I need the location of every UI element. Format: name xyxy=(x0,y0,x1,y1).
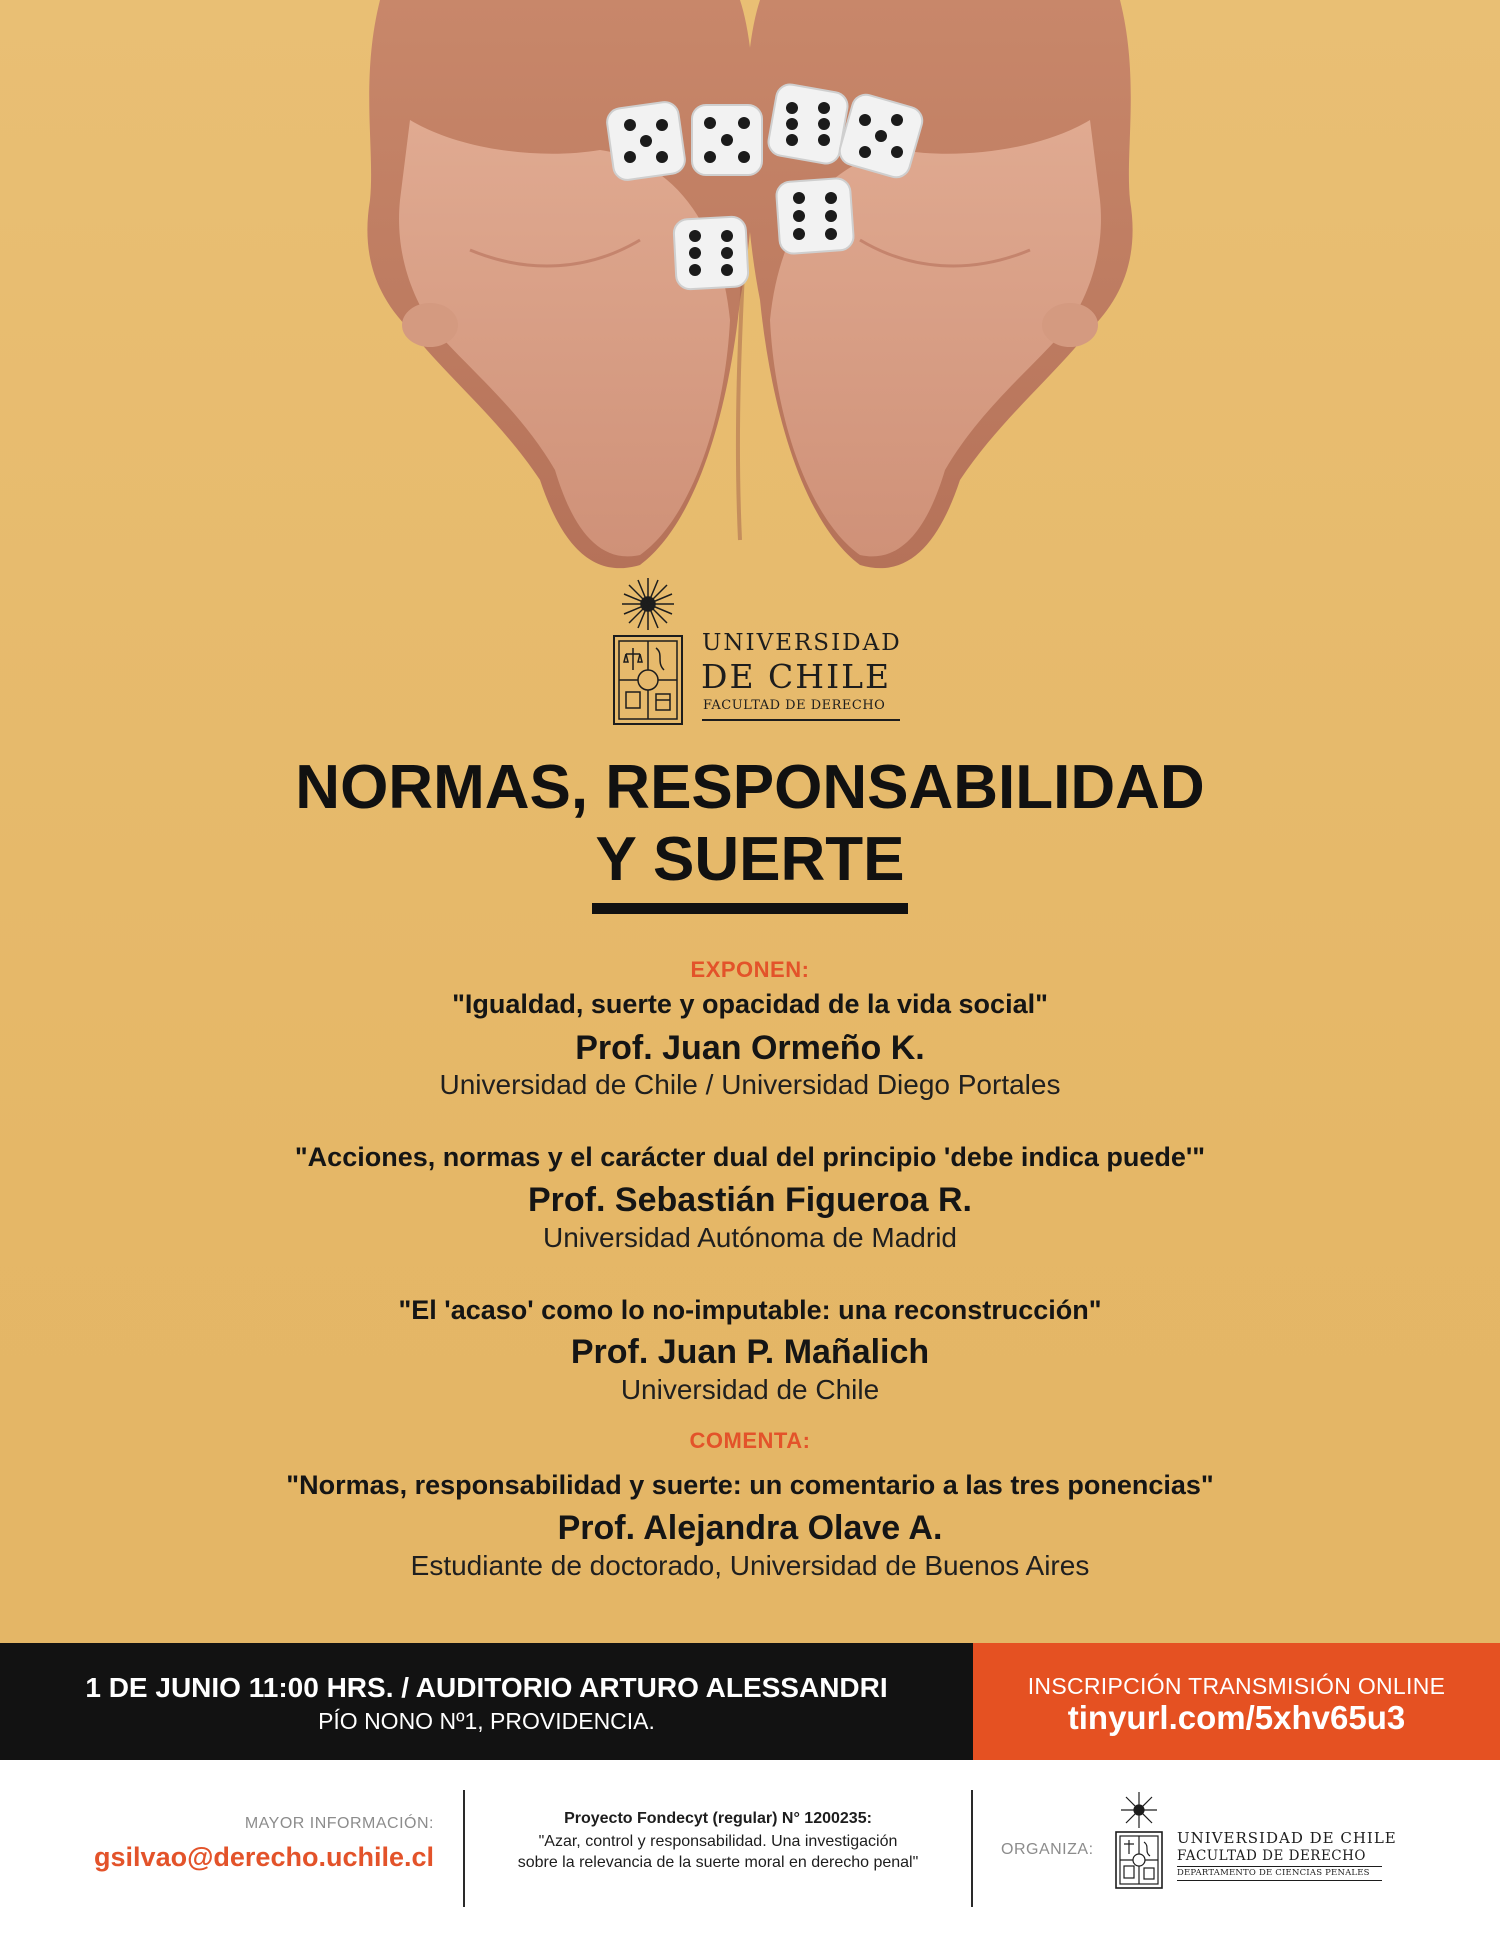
project-description-2: sobre la relevancia de la suerte moral en derecho penal" xyxy=(517,1854,919,1871)
talk-1-title: "Igualdad, suerte y opacidad de la vida social" xyxy=(452,989,1048,1019)
hands-with-dice-image xyxy=(340,0,1160,575)
footer-logo-line-2: FACULTAD DE DERECHO xyxy=(1177,1848,1366,1864)
project-title: Proyecto Fondecyt (regular) N° 1200235: xyxy=(564,1810,872,1827)
comment-affiliation: Estudiante de doctorado, Universidad de Buenos Aires xyxy=(410,1550,1090,1581)
talk-3-affiliation: Universidad de Chile xyxy=(620,1374,880,1405)
title-line-2: Y SUERTE xyxy=(595,825,905,894)
logo-line-2: DE CHILE xyxy=(701,657,892,696)
footer-divider xyxy=(971,1790,973,1907)
footer-logo-line-1: UNIVERSIDAD DE CHILE xyxy=(1177,1829,1397,1847)
project-description-1: "Azar, control y responsabilidad. Una investigación xyxy=(538,1833,898,1850)
comment-title: "Normas, responsabilidad y suerte: un comentario a las tres ponencias" xyxy=(286,1470,1214,1500)
exponen-label: EXPONEN: xyxy=(690,957,810,982)
organiza-label: ORGANIZA: xyxy=(1001,1841,1094,1858)
footer-university-logo xyxy=(1114,1790,1454,1890)
event-date-place: 1 DE JUNIO 11:00 HRS. / AUDITORIO ARTURO ALESSANDRI xyxy=(85,1672,888,1703)
logo-line-1: UNIVERSIDAD xyxy=(702,630,902,656)
university-logo xyxy=(612,574,902,726)
logo-underline xyxy=(702,719,900,721)
talk-2-title: "Acciones, normas y el carácter dual del principio 'debe indica puede'" xyxy=(294,1142,1206,1172)
stream-label: INSCRIPCIÓN TRANSMISIÓN ONLINE xyxy=(1027,1673,1446,1699)
university-crest-icon xyxy=(1114,1790,1164,1890)
contact-email-link[interactable]: gsilvao@derecho.uchile.cl xyxy=(94,1842,434,1872)
footer-logo-line-3: DEPARTAMENTO DE CIENCIAS PENALES xyxy=(1177,1868,1370,1878)
talk-2-speaker: Prof. Sebastián Figueroa R. xyxy=(528,1181,972,1219)
footer-logo-rule xyxy=(1177,1880,1382,1881)
info-label: MAYOR INFORMACIÓN: xyxy=(244,1815,434,1832)
logo-line-3: FACULTAD DE DERECHO xyxy=(703,698,886,713)
comenta-label: COMENTA: xyxy=(689,1428,811,1453)
event-address: PÍO NONO Nº1, PROVIDENCIA. xyxy=(318,1708,655,1734)
talk-2-affiliation: Universidad Autónoma de Madrid xyxy=(542,1222,957,1253)
talk-1-speaker: Prof. Juan Ormeño K. xyxy=(575,1029,925,1067)
footer-logo-rule xyxy=(1177,1866,1382,1867)
title-line-1: NORMAS, RESPONSABILIDAD xyxy=(295,753,1205,822)
comment-speaker: Prof. Alejandra Olave A. xyxy=(557,1509,943,1547)
title-underline xyxy=(592,903,908,914)
stream-link[interactable]: tinyurl.com/5xhv65u3 xyxy=(1067,1699,1406,1736)
talk-3-title: "El 'acaso' como lo no-imputable: una reconstrucción" xyxy=(398,1295,1102,1325)
university-crest-icon xyxy=(612,574,684,726)
talk-1-affiliation: Universidad de Chile / Universidad Diego Portales xyxy=(439,1069,1061,1100)
talk-3-speaker: Prof. Juan P. Mañalich xyxy=(570,1333,930,1371)
